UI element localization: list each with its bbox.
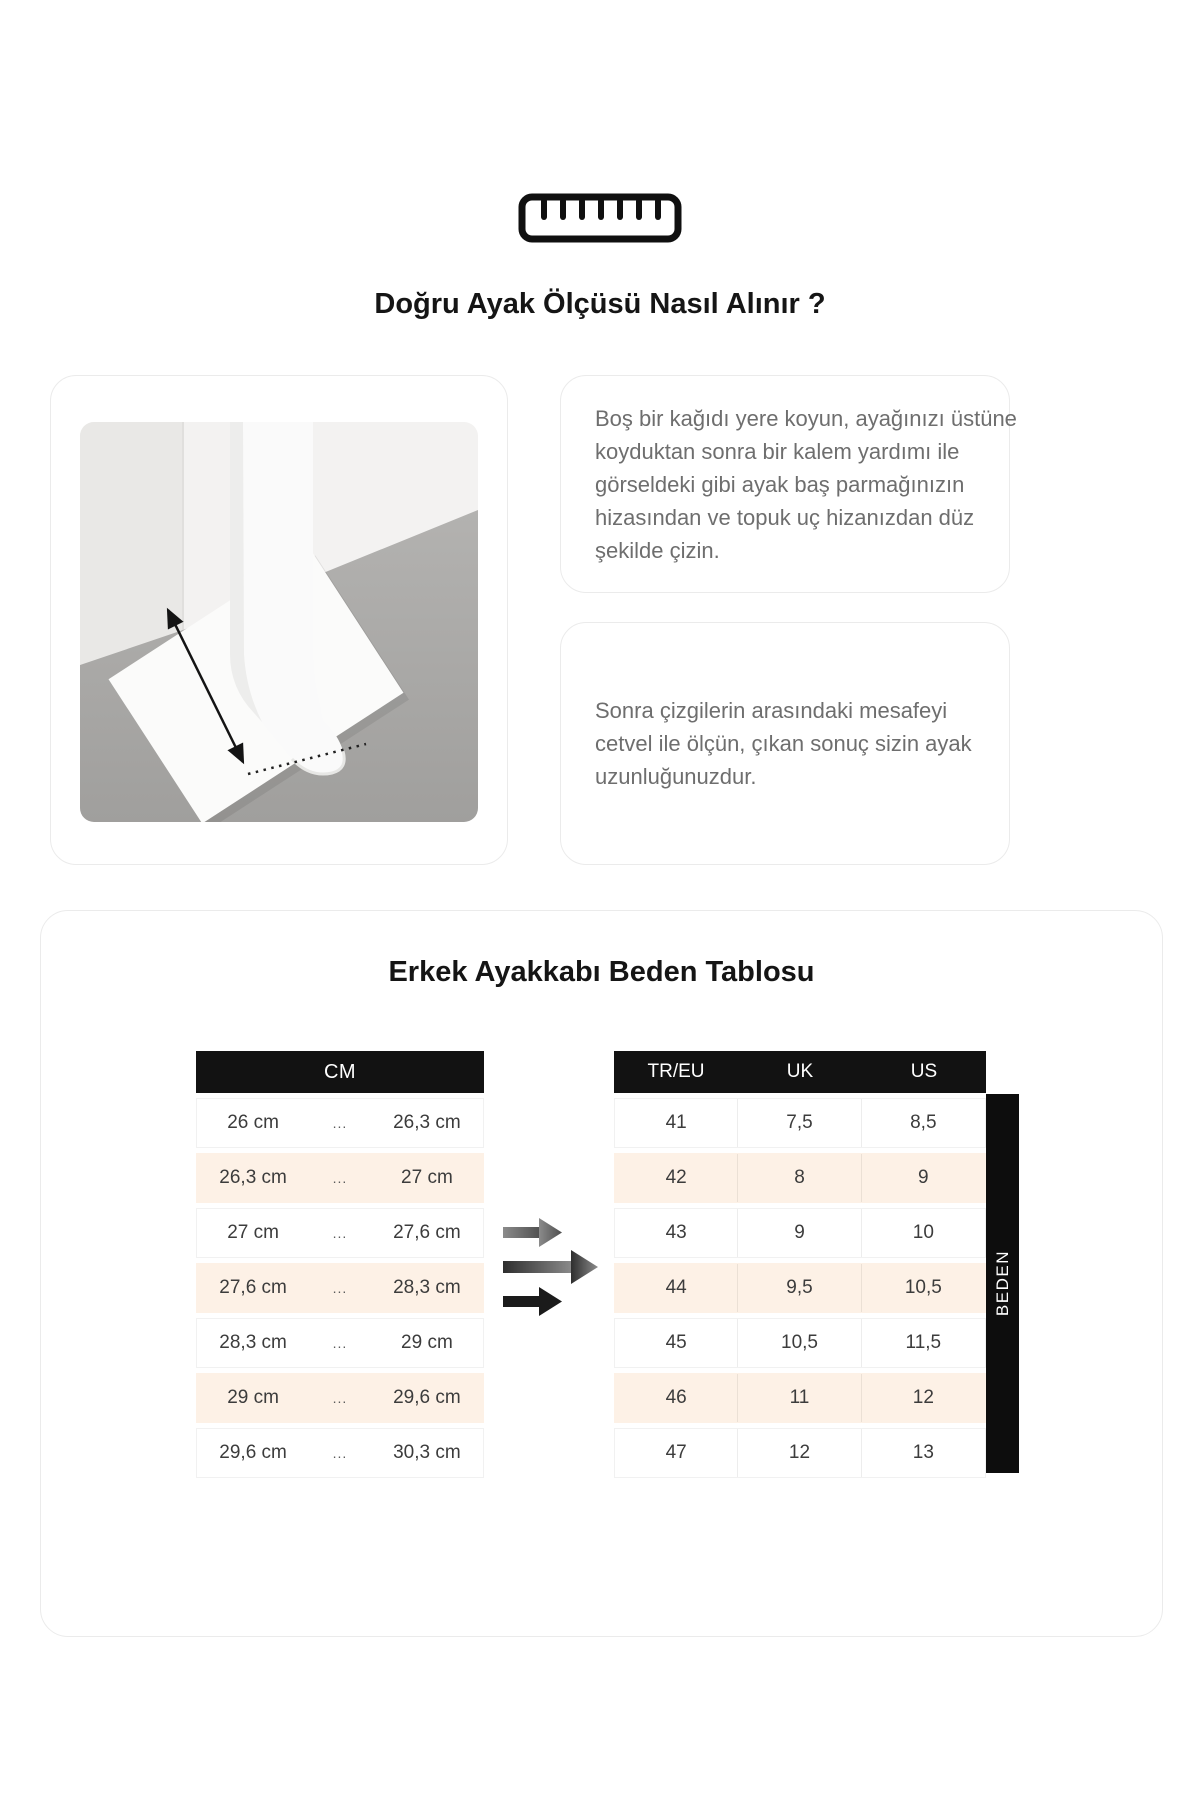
step1-line: koyduktan sonra bir kalem yardımı ile bbox=[595, 438, 960, 464]
cm-table-row: 29 cm ... 29,6 cm bbox=[196, 1373, 484, 1423]
foot-measurement-photo bbox=[80, 422, 478, 822]
cm-table-row: 28,3 cm ... 29 cm bbox=[196, 1318, 484, 1368]
size-table-card bbox=[40, 910, 1163, 1637]
step2-line: uzunluğunuzdur. bbox=[595, 764, 757, 789]
intl-table-row: 42 8 9 bbox=[614, 1153, 986, 1203]
cm-table-header: CM bbox=[196, 1051, 484, 1093]
step1-line: şekilde çizin. bbox=[595, 537, 720, 563]
step1-line: görseldeki gibi ayak baş parmağınızın bbox=[595, 471, 965, 497]
intl-table-row: 43 9 10 bbox=[614, 1208, 986, 1258]
intl-table-row: 41 7,5 8,5 bbox=[614, 1098, 986, 1148]
page-title: Doğru Ayak Ölçüsü Nasıl Alınır ? bbox=[374, 288, 826, 320]
intl-table-row: 47 12 13 bbox=[614, 1428, 986, 1478]
cm-table-row: 27 cm ... 27,6 cm bbox=[196, 1208, 484, 1258]
intl-table-row: 46 11 12 bbox=[614, 1373, 986, 1423]
instruction-step-1 bbox=[560, 375, 1017, 593]
cm-table-row: 27,6 cm ... 28,3 cm bbox=[196, 1263, 484, 1313]
cm-table-row: 26 cm ... 26,3 cm bbox=[196, 1098, 484, 1148]
intl-size-table bbox=[614, 1051, 986, 1478]
cm-table-row: 29,6 cm ... 30,3 cm bbox=[196, 1428, 484, 1478]
intl-table-header-row bbox=[614, 1051, 986, 1093]
ruler-icon bbox=[0, 193, 1200, 248]
instruction-step-2 bbox=[560, 622, 1010, 865]
intl-table-row: 44 9,5 10,5 bbox=[614, 1263, 986, 1313]
cm-table-row: 26,3 cm ... 27 cm bbox=[196, 1153, 484, 1203]
size-table-title: Erkek Ayakkabı Beden Tablosu bbox=[388, 956, 815, 988]
triple-right-arrows-icon bbox=[501, 1217, 601, 1317]
step2-line: cetvel ile ölçün, çıkan sonuç sizin ayak bbox=[595, 731, 972, 756]
cm-table bbox=[196, 1051, 484, 1478]
step2-line: Sonra çizgilerin arasındaki mesafeyi bbox=[595, 698, 948, 723]
step1-line: Boş bir kağıdı yere koyun, ayağınızı üstüne bbox=[595, 405, 1017, 431]
step1-line: hizasından ve topuk uç hizanızdan düz bbox=[595, 504, 975, 530]
col-header-treu: TR/EU bbox=[647, 1061, 705, 1082]
intl-table-row: 45 10,5 11,5 bbox=[614, 1318, 986, 1368]
photo-card bbox=[50, 375, 508, 865]
beden-vertical-label: BEDEN bbox=[986, 1094, 1019, 1473]
col-header-uk: UK bbox=[786, 1061, 814, 1082]
col-header-us: US bbox=[910, 1061, 938, 1082]
